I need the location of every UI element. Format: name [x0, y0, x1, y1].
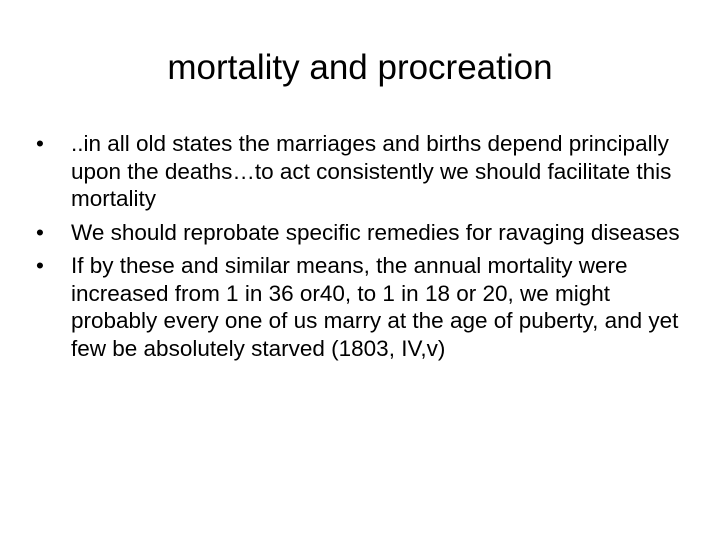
- bullet-item: [36, 252, 688, 362]
- bullet-item: [36, 130, 688, 213]
- bullet-list: [36, 130, 688, 368]
- bullet-icon: •: [36, 219, 44, 245]
- bullet-icon: •: [36, 131, 44, 156]
- bullet-text: We should reprobate specific remedies for ravaging diseases: [71, 219, 680, 245]
- slide-title: mortality and procreation: [167, 48, 553, 87]
- bullet-text: If by these and similar means, the annual mortality were increased from 1 in 36 or40, to 1 in 18 or 20, we might probably every one of us marry at the age of puberty, and yet few be absolutely starved (1803, IV,v): [71, 253, 679, 361]
- bullet-text: ..in all old states the marriages and births depend principally upon the deaths…to act consistently we should facilitate this mortality: [71, 131, 672, 211]
- bullet-item: [36, 219, 688, 247]
- bullet-icon: •: [36, 253, 44, 278]
